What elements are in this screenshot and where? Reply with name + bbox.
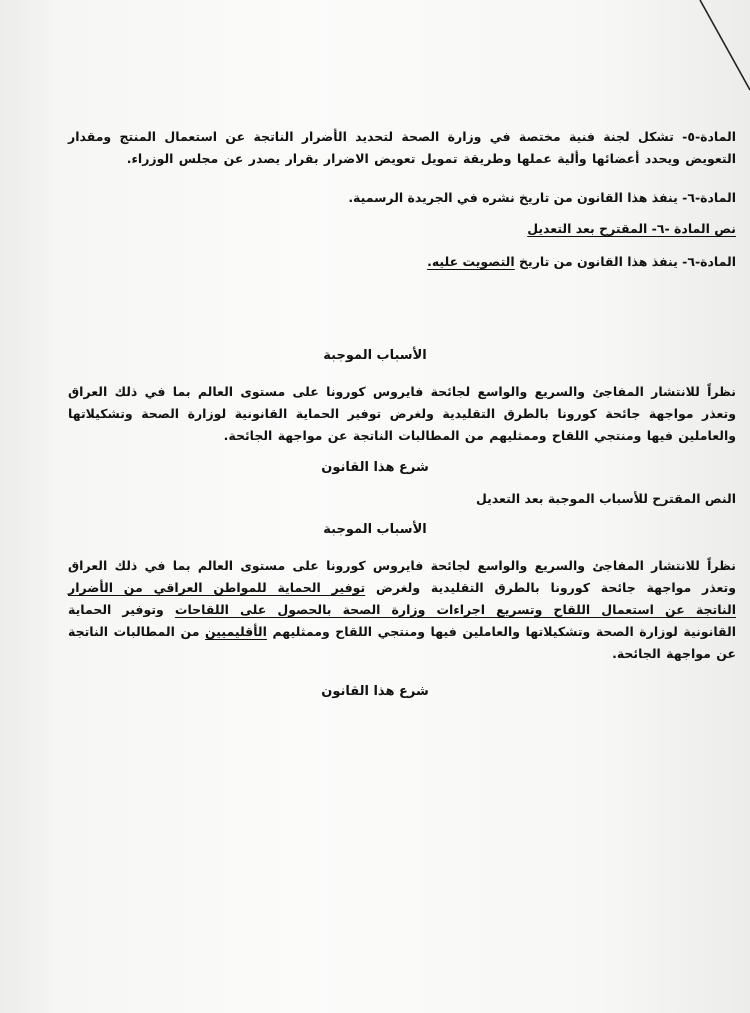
- article-6-amended: [427, 252, 736, 272]
- article-5-paragraph: [68, 126, 736, 170]
- proposed-reasons-heading: النص المقترح للأسباب الموجبة بعد التعديل: [475, 491, 736, 506]
- article-6-amended-underlined: التصويت عليه.: [427, 254, 515, 269]
- law-legislated-2: شرع هذا القانون: [321, 684, 429, 699]
- reasons-2-line-4-plain-a: القانونية لوزارة الصحة وتشكيلاتها والعاملين فيها ومنتجي اللقاح وممثليهم: [272, 624, 736, 639]
- reasons-1-line-2: وتعذر مواجهة جائحة كورونا بالطرق التقليدية ولغرض توفير الحماية القانونية لوزارة الصحة وتشكيلاتها: [68, 406, 736, 421]
- reasons-2-line-4-underlined: الأقليميين: [205, 624, 267, 639]
- reasons-2-line-5: عن مواجهة الجائحة.: [612, 646, 736, 661]
- reasons-2-line-2-plain: وتعذر مواجهة جائحة كورونا بالطرق التقليدية ولغرض: [376, 580, 736, 595]
- reasons-heading-2: الأسباب الموجبة: [323, 522, 427, 537]
- reasons-2-line-3-underlined: الناتجة عن استعمال اللقاح وتسريع اجراءات وزارة الصحة بالحصول على اللقاحات: [174, 602, 736, 617]
- reasons-2-line-4-plain-b: من المطالبات الناتجة: [68, 624, 200, 639]
- reasons-2-line-3-plain: وتوفير الحماية: [68, 602, 164, 617]
- reasons-paragraph-2: [68, 555, 736, 665]
- reasons-heading-1: الأسباب الموجبة: [323, 348, 427, 363]
- reasons-2-line-1: نظراً للانتشار المفاجئ والسريع والواسع لجائحة فايروس كورونا على مستوى العالم بما في ذلك العراق: [68, 558, 736, 573]
- reasons-2-line-2: [68, 577, 736, 599]
- page-corner-fold: [0, 0, 750, 100]
- reasons-2-line-4: [68, 621, 736, 643]
- reasons-1-line-1: نظراً للانتشار المفاجئ والسريع والواسع لجائحة فايروس كورونا على مستوى العالم بما في ذلك العراق: [68, 384, 736, 399]
- article-5-line-1: المادة-٥- تشكل لجنة فنية مختصة في وزارة الصحة لتحديد الأضرار الناتجة عن استعمال المنتج ومقدار: [68, 129, 736, 144]
- reasons-2-line-2-underlined: توفير الحماية للمواطن العراقي من الأضرار: [68, 580, 366, 595]
- article-6-amended-prefix: المادة-٦- ينفذ هذا القانون من تاريخ: [519, 254, 736, 269]
- article-6-amended-heading: نص المادة -٦- المقترح بعد التعديل: [527, 221, 736, 236]
- reasons-2-line-3: [68, 599, 736, 621]
- reasons-paragraph-1: [68, 381, 736, 447]
- reasons-1-line-3: والعاملين فيها ومنتجي اللقاح وممثليهم من المطالبات الناتجة عن مواجهة الجائحة.: [223, 428, 736, 443]
- article-5-line-2: التعويض ويحدد أعضائها وألية عملها وطريقة تمويل تعويض الاضرار بقرار يصدر عن مجلس الوزراء.: [126, 151, 736, 166]
- article-6: المادة-٦- ينفذ هذا القانون من تاريخ نشره في الجريدة الرسمية.: [348, 190, 736, 205]
- law-legislated-1: شرع هذا القانون: [321, 460, 429, 475]
